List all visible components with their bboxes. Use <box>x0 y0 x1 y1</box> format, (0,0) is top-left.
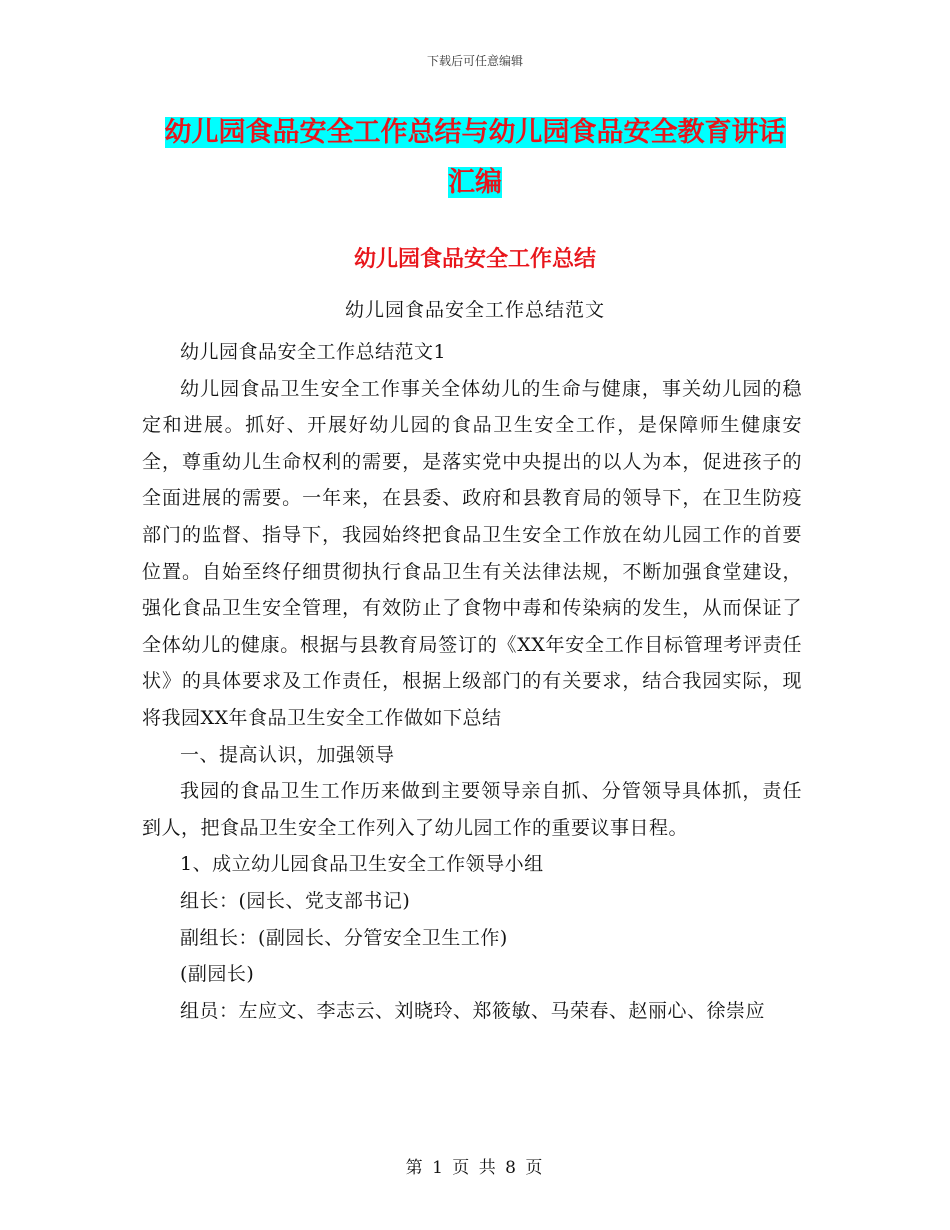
document-title <box>140 108 810 208</box>
paragraph: 1、成立幼儿园食品卫生安全工作领导小组 <box>180 853 544 876</box>
document-title-line-1: 幼儿园食品安全工作总结与幼儿园食品安全教育讲话 <box>164 117 786 148</box>
paragraph: 幼儿园食品安全工作总结范文1 <box>180 341 447 363</box>
document-title-line-2: 汇编 <box>448 167 502 198</box>
document-body <box>142 334 802 1029</box>
paragraph: 幼儿园食品卫生安全工作事关全体幼儿的生命与健康，事关幼儿园的稳定和进展。抓好、开展好幼儿园的食品卫生安全工作，是保障师生健康安全，尊重幼儿生命权利的需要，是落实党中央提出的以人为本，促进孩子的全面进展的需要。一年来，在县委、政府和县教育局的领导下，在卫生防疫部门的监督、指导下，我园始终把食品卫生安全工作放在幼儿园工作的首要位置。自始至终仔细贯彻执行食品卫生有关法律法规，不断加强食堂建设，强化食品卫生安全管理，有效防止了食物中毒和传染病的发生，从而保证了全体幼儿的健康。根据与县教育局签订的《XX年安全工作目标管理考评责任状》的具体要求及工作责任，根据上级部门的有关要求，结合我园实际，现将我园XX年食品卫生安全工作做如下总结 <box>142 377 802 729</box>
paragraph: 组长：(园长、党支部书记) <box>180 889 411 912</box>
page-footer: 第 1 页 共 8 页 <box>405 1158 545 1178</box>
heading-paragraph: 一、提高认识，加强领导 <box>180 743 395 766</box>
subtitle: 幼儿园食品安全工作总结范文 <box>344 299 605 321</box>
page-header: 下载后可任意编辑 <box>426 54 523 68</box>
paragraph: 副组长：(副园长、分管安全卫生工作) <box>180 926 508 949</box>
paragraph: (副园长) <box>180 963 255 986</box>
paragraph: 组员：左应文、李志云、刘晓玲、郑筱敏、马荣春、赵丽心、徐崇应 <box>180 999 766 1022</box>
paragraph: 我园的食品卫生工作历来做到主要领导亲自抓、分管领导具体抓，责任到人，把食品卫生安全工作列入了幼儿园工作的重要议事日程。 <box>142 780 802 839</box>
section-title: 幼儿园食品安全工作总结 <box>353 247 596 272</box>
